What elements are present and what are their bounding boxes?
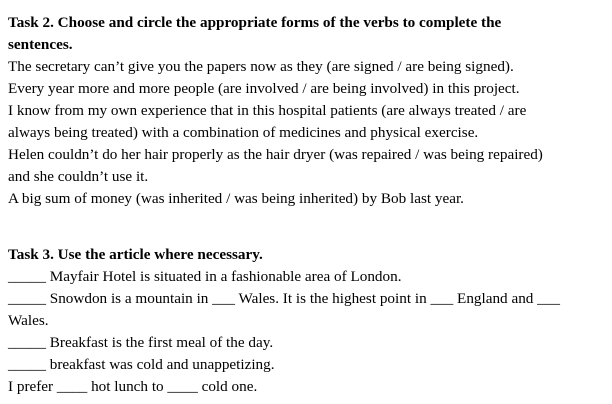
task-2-sentence-4-part-1: Helen couldn’t do her hair properly as the hair dryer (was repaired / was being repaired) — [8, 146, 543, 163]
task-3-sentence-5: I prefer ____ hot lunch to ____ cold one. — [8, 378, 258, 395]
task-3-sentence-2-part-2: Wales. — [8, 312, 49, 329]
task-3-sentence-4: _____ breakfast was cold and unappetizing. — [8, 356, 275, 373]
task-2-sentence-5: A big sum of money (was inherited / was being inherited) by Bob last year. — [8, 190, 464, 207]
task-2-sentence-4-part-2: and she couldn’t use it. — [8, 168, 149, 185]
task-2-section — [8, 12, 608, 210]
task-2-sentence-2: Every year more and more people (are involved / are being involved) in this project. — [8, 80, 520, 97]
task-3-title: Task 3. Use the article where necessary. — [8, 246, 263, 263]
document-body — [8, 12, 608, 398]
task-3-sentence-1: _____ Mayfair Hotel is situated in a fashionable area of London. — [8, 268, 402, 285]
task-2-title-line-2: sentences. — [8, 36, 73, 53]
task-2-sentence-3-part-1: I know from my own experience that in this hospital patients (are always treated / are — [8, 102, 527, 119]
task-3-section — [8, 244, 608, 398]
task-2-sentence-1: The secretary can’t give you the papers now as they (are signed / are being signed). — [8, 58, 514, 75]
task-3-sentence-3: _____ Breakfast is the first meal of the day. — [8, 334, 274, 351]
task-3-sentence-2-part-1: _____ Snowdon is a mountain in ___ Wales. It is the highest point in ___ England and ___ — [8, 290, 560, 307]
section-spacer — [8, 210, 608, 244]
task-2-title-line-1: Task 2. Choose and circle the appropriate forms of the verbs to complete the — [8, 14, 502, 31]
task-2-sentence-3-part-2: always being treated) with a combination of medicines and physical exercise. — [8, 124, 479, 141]
